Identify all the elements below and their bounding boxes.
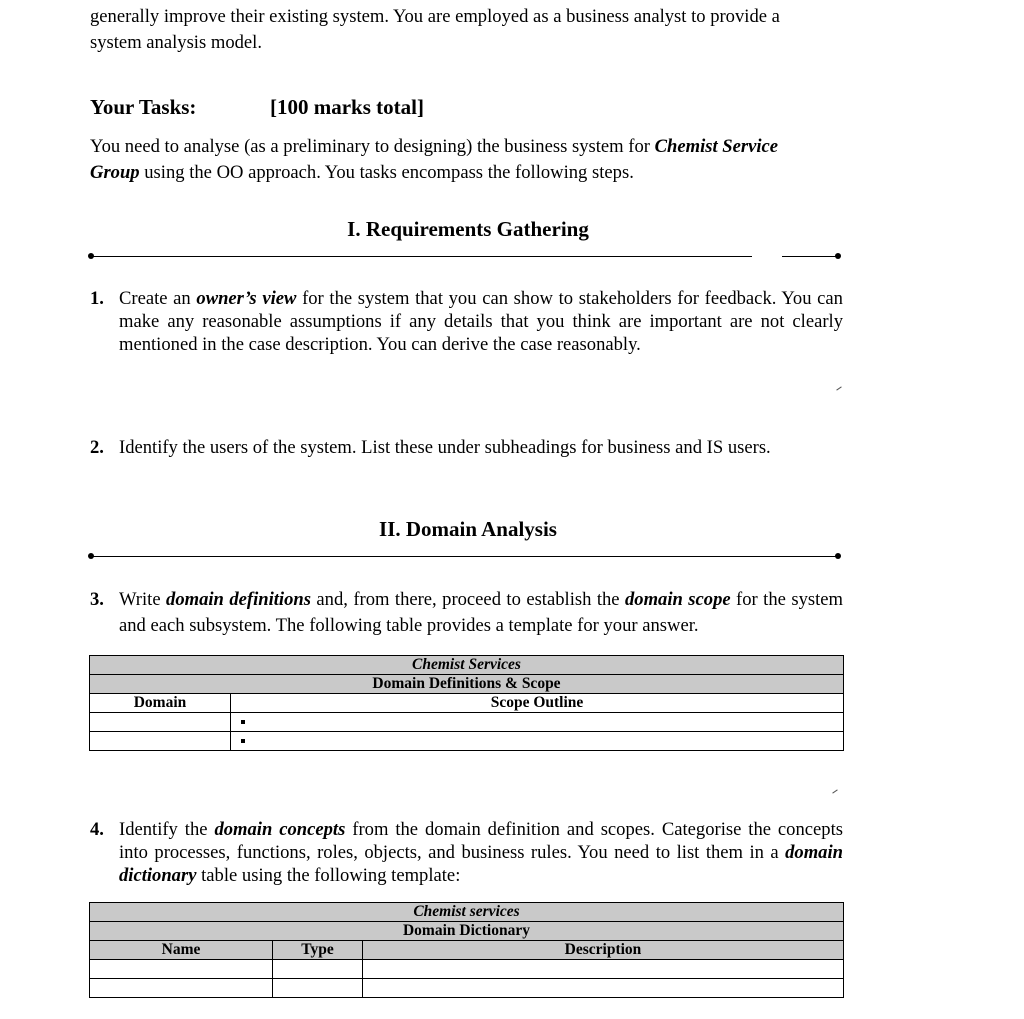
tasks-intro-text: You need to analyse (as a preliminary to designing) the business system for [90,136,655,157]
table-1-subtitle: Domain Definitions & Scope [90,675,844,694]
task-1-emphasis: owner’s view [196,288,297,309]
task-4-emphasis-2: domain dictionary [119,842,843,886]
task-1 [90,287,843,356]
stray-mark [836,386,841,390]
table-row [90,960,844,979]
task-2-number: 2. [90,437,104,458]
table-1-title: Chemist Services [90,656,844,675]
task-3-middle: and, from there, proceed to establish the [310,589,625,610]
domain-definitions-table [89,655,844,751]
bullet-icon [241,720,245,724]
task-1-text: for the system that you can show to stakeholders for feedback. You can make any reasonable assumptions if any details that you think are important are not clearly mentioned in the case description. You can derive the case reasonably. [119,288,843,355]
tasks-intro-text-end: using the OO approach. You tasks encompass the following steps. [139,162,634,183]
section-1-rule-end [782,256,838,257]
company-name-part1: Chemist Service [654,136,779,157]
bullet-icon [241,739,245,743]
table-2-col-name: Name [90,941,273,960]
task-3-emphasis-2: domain scope [624,589,731,610]
table-row [90,979,844,998]
domain-dictionary-table [89,902,844,998]
company-name-rest: roup [103,162,140,183]
tasks-heading-label: Your Tasks: [90,95,197,119]
task-3 [90,587,843,639]
table-row [90,713,844,732]
task-3-suffix: for the system and each subsystem. The following table provides a template for your answer. [119,589,843,636]
tasks-intro-paragraph [90,134,843,186]
task-4-emphasis-1: domain concepts [214,819,346,840]
table-1-col-domain: Domain [90,694,231,713]
intro-line-2: system analysis model. [90,32,262,53]
task-1-number: 1. [90,288,104,309]
table-2-title: Chemist services [90,903,844,922]
company-name-g: G [90,162,104,183]
task-3-emphasis-1: domain definitions [166,589,311,610]
intro-paragraph [90,4,843,56]
section-1-rule [91,256,752,257]
intro-line-1: generally improve their existing system. You are employed as a business analyst to provide a [90,6,780,27]
task-3-prefix: Write [119,589,167,610]
task-4-middle: from the domain definition and scopes. Categorise the concepts into processes, functions, roles, objects, and business rules. You need to list them in a [119,819,843,863]
table-1-col-scope: Scope Outline [231,694,844,713]
section-2-rule-right-dot [835,553,841,559]
task-4-suffix: table using the following template: [196,865,461,886]
table-2-col-type: Type [273,941,363,960]
section-1-title: I. Requirements Gathering [347,217,589,241]
task-1-prefix: Create an [119,288,197,309]
tasks-heading-marks: [100 marks total] [270,95,424,119]
task-3-number: 3. [90,589,104,610]
task-2 [90,436,843,459]
table-2-subtitle: Domain Dictionary [90,922,844,941]
section-1-rule-right-dot [835,253,841,259]
section-2-title: II. Domain Analysis [379,517,557,541]
task-2-text: Identify the users of the system. List these under subheadings for business and IS users. [119,437,771,458]
task-4 [90,818,843,887]
section-2-rule [91,556,838,557]
table-2-col-description: Description [363,941,844,960]
table-row [90,732,844,751]
stray-mark-2 [832,789,837,793]
task-4-number: 4. [90,819,104,840]
task-4-prefix: Identify the [119,819,215,840]
